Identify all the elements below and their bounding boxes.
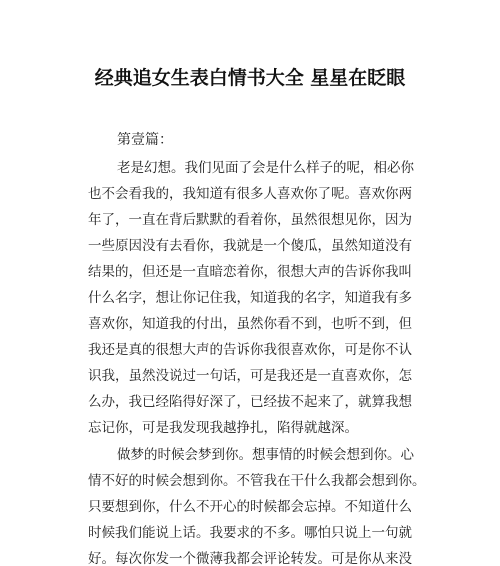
paragraph-line: 什么名字，想让你记住我，知道我的名字，知道我有多 bbox=[88, 290, 412, 306]
paragraph-line: 也不会看我的，我知道有很多人喜欢你了呢。喜欢你两 bbox=[88, 186, 412, 202]
document-title: 经典追女生表白情书大全 星星在眨眼 bbox=[94, 67, 406, 89]
paragraph-line: 年了，一直在背后默默的看着你，虽然很想见你，因为 bbox=[88, 212, 412, 228]
paragraph-line: 喜欢你，知道我的付出，虽然你看不到，也听不到，但 bbox=[88, 316, 412, 332]
paragraph-line: 识我，虽然没说过一句话，可是我还是一直喜欢你，怎 bbox=[88, 368, 412, 384]
paragraph-line: 么办，我已经陷得好深了，已经拔不起来了，就算我想 bbox=[88, 394, 412, 410]
paragraph-line: 老是幻想。我们见面了会是什么样子的呢，相必你 bbox=[117, 160, 414, 176]
paragraph-line: 只要想到你，什么不开心的时候都会忘掉。不知道什么 bbox=[88, 499, 412, 515]
paragraph-line: 一些原因没有去看你，我就是一个傻瓜，虽然知道没有 bbox=[88, 238, 412, 254]
paragraph-line: 忘记你，可是我发现我越挣扎，陷得就越深。 bbox=[88, 420, 358, 436]
paragraph-1 bbox=[88, 155, 418, 441]
paragraph-2 bbox=[88, 442, 426, 566]
paragraph-line: 情不好的时候会想到你。不管我在干什么我都会想到你。 bbox=[88, 473, 426, 489]
section-heading: 第壹篇： bbox=[117, 132, 173, 148]
paragraph-line: 做梦的时候会梦到你。想事情的时候会想到你。心 bbox=[117, 447, 414, 463]
paragraph-line: 好。每次你发一个微薄我都会评论转发。可是你从来没 bbox=[88, 551, 412, 566]
paragraph-line: 我还是真的很想大声的告诉你我很喜欢你，可是你不认 bbox=[88, 342, 412, 358]
paragraph-line: 时候我们能说上话。我要求的不多。哪怕只说上一句就 bbox=[88, 525, 412, 541]
paragraph-line: 结果的，但还是一直暗恋着你，很想大声的告诉你我叫 bbox=[88, 264, 412, 280]
